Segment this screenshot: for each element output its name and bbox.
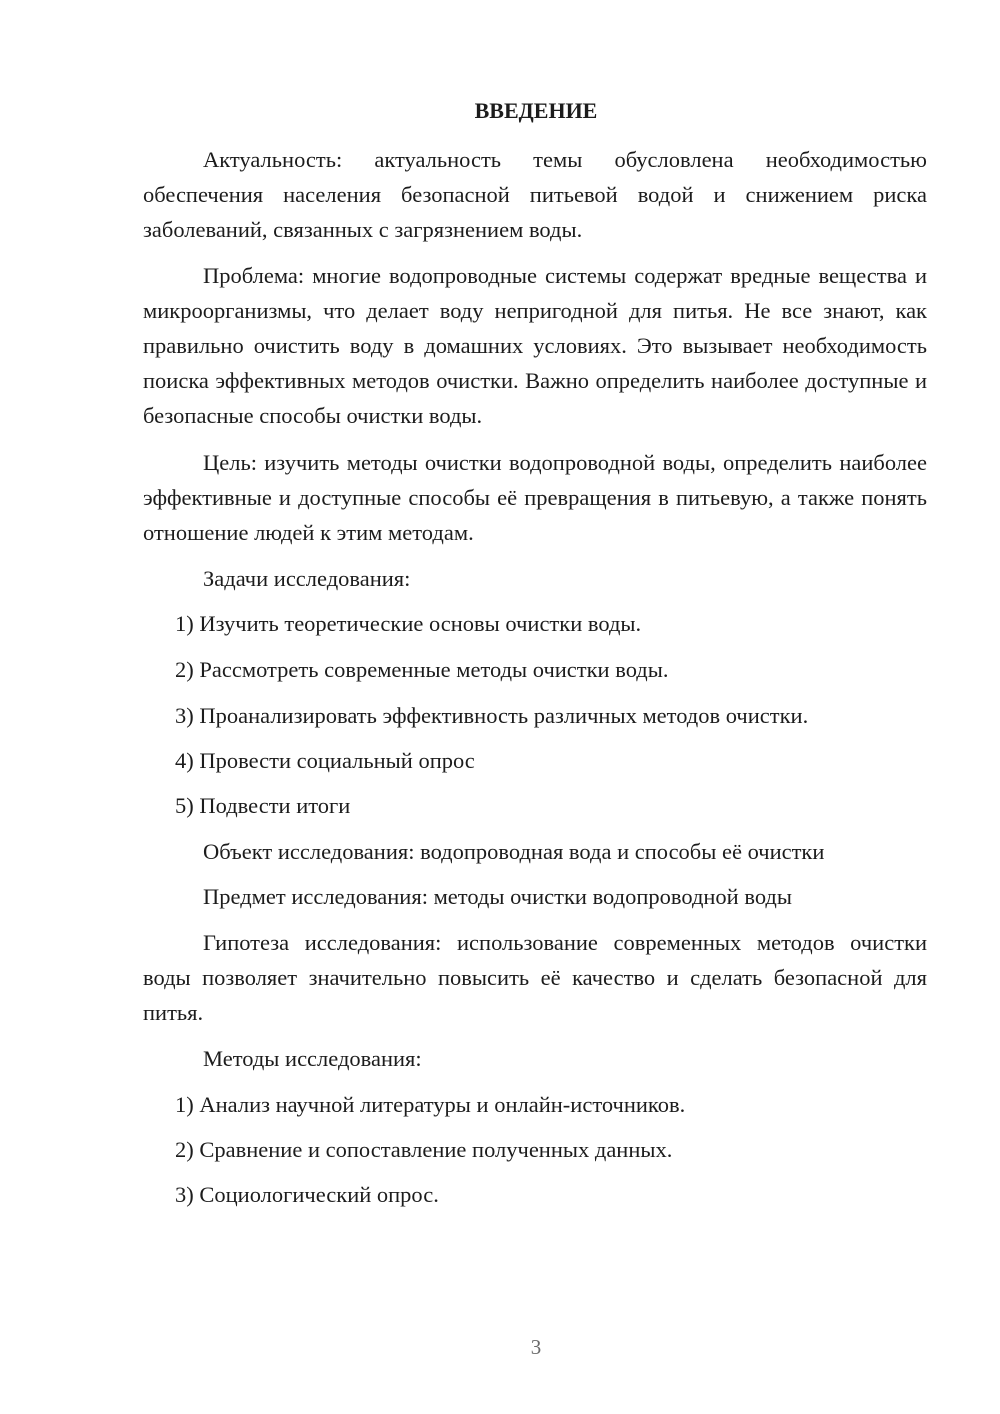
list-item-task-2: 2) Рассмотреть современные методы очистки воды. — [175, 657, 669, 682]
list-item-method-3: 3) Социологический опрос. — [175, 1182, 439, 1207]
list-item-method-1: 1) Анализ научной литературы и онлайн-источников. — [175, 1092, 686, 1117]
page-number: 3 — [530, 1335, 542, 1359]
paragraph-hypothesis: Гипотеза исследования: использование современных методов очистки воды позволяет значительно повысить её качество и сделать безопасной для питья. — [143, 930, 927, 1025]
list-item-task-4: 4) Провести социальный опрос — [175, 748, 475, 773]
list-item-task-3: 3) Проанализировать эффективность различных методов очистки. — [175, 703, 809, 728]
list-item-task-1: 1) Изучить теоретические основы очистки воды. — [175, 611, 642, 636]
research-object: Объект исследования: водопроводная вода и способы её очистки — [203, 839, 825, 864]
research-subject: Предмет исследования: методы очистки водопроводной воды — [203, 884, 792, 909]
methods-heading: Методы исследования: — [203, 1046, 422, 1071]
tasks-heading: Задачи исследования: — [203, 566, 411, 591]
list-item-task-5: 5) Подвести итоги — [175, 793, 351, 818]
paragraph-goal: Цель: изучить методы очистки водопроводной воды, определить наиболее эффективные и доступные способы её превращения в питьевую, а также понять отношение людей к этим методам. — [143, 450, 927, 545]
paragraph-problem: Проблема: многие водопроводные системы содержат вредные вещества и микроорганизмы, что делает воду непригодной для питья. Не все знают, как правильно очистить воду в домашних условиях. Это вызывает необходимость поиска эффективных методов очистки. Важно определить наиболее доступные и безопасные способы очистки воды. — [143, 263, 927, 428]
page-title: ВВЕДЕНИЕ — [474, 98, 598, 123]
paragraph-relevance: Актуальность: актуальность темы обусловлена необходимостью обеспечения населения безопасной питьевой водой и снижением риска заболеваний, связанных с загрязнением воды. — [143, 147, 927, 242]
list-item-method-2: 2) Сравнение и сопоставление полученных данных. — [175, 1137, 673, 1162]
